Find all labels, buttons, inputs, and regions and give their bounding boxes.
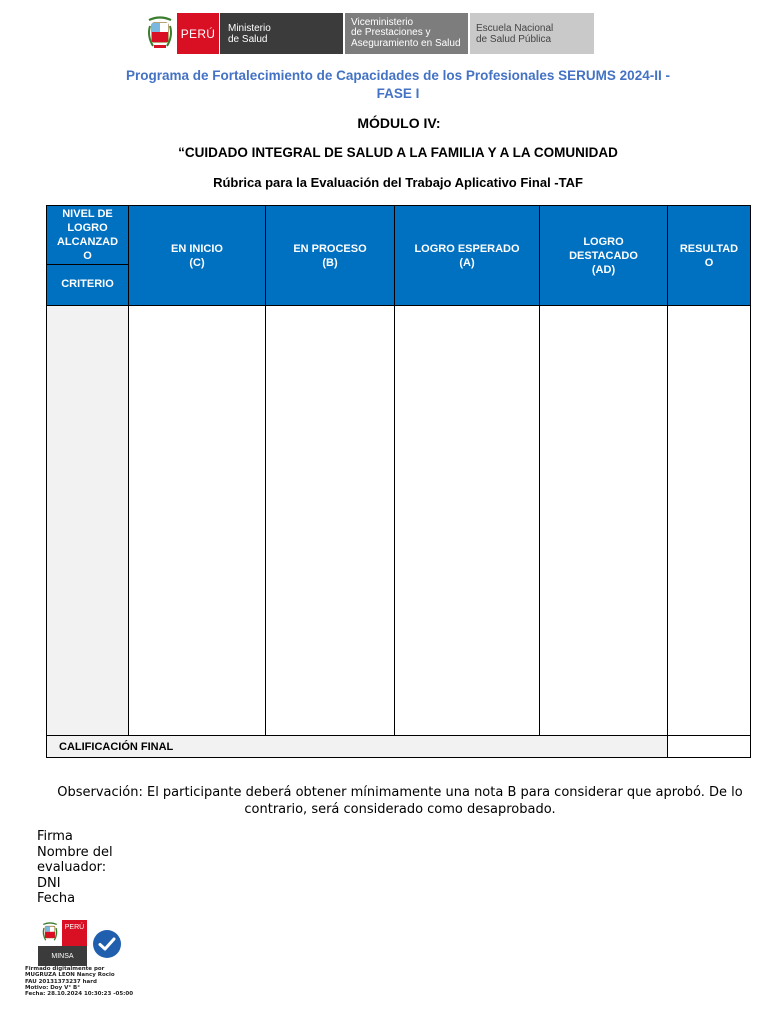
header-code: (AD) [591, 263, 616, 276]
signature-text-line: Fecha: 28.10.2024 10:30:23 -05:00 [25, 991, 134, 998]
minsa-stamp-logo [38, 920, 87, 966]
viceministerio-logo [345, 13, 468, 54]
header-en-inicio [129, 206, 266, 306]
header-line: LOGRO ESPERADO [414, 242, 520, 255]
viceministerio-line: Viceministerio [351, 16, 414, 28]
header-line: EN INICIO [171, 242, 223, 255]
module-heading: MÓDULO IV: [357, 115, 441, 131]
header-code: (C) [189, 256, 205, 269]
signature-field-label: Fecha [37, 891, 76, 906]
observation-line: contrario, será considerado como desaprobado. [244, 802, 556, 817]
signature-field-label: evaluador: [37, 860, 107, 875]
program-title-line: FASE I [376, 86, 420, 101]
signature-text-line: Firmado digitalmente por [25, 966, 105, 972]
signature-text-line: FAU 20131373237 hard [25, 978, 97, 985]
stamp-peru-text: PERÚ [64, 924, 85, 931]
final-grade-label: CALIFICACIÓN FINAL [47, 736, 668, 758]
escuela-logo [470, 13, 594, 54]
peru-logo [177, 13, 219, 54]
observation-note [40, 784, 760, 818]
stamp-minsa-text: MINSA [51, 952, 74, 960]
rubric-title: Rúbrica para la Evaluación del Trabajo Aplicativo Final -TAF [213, 175, 583, 190]
program-title-line: Programa de Fortalecimiento de Capacidades de los Profesionales SERUMS 2024-II - [126, 68, 670, 83]
peru-logo-text: PERÚ [180, 26, 216, 41]
header-line: O [704, 256, 714, 269]
viceministerio-line: Aseguramiento en Salud [351, 37, 461, 49]
digital-signature-stamp [38, 920, 87, 966]
header-line: EN PROCESO [293, 242, 367, 255]
header-logro-esperado [395, 206, 540, 306]
signature-text-line: MUGRUZA LEON Nancy Rocio [25, 972, 115, 979]
header-line: LOGRO [583, 235, 624, 248]
program-title [100, 67, 696, 103]
peru-coat-of-arms-icon [143, 13, 177, 54]
logro-destacado-cell [540, 306, 668, 736]
header-en-proceso [266, 206, 395, 306]
signature-text-line: Motivo: Doy V° B° [25, 984, 80, 991]
en-inicio-cell [129, 306, 266, 736]
peru-coat-of-arms-icon [38, 920, 62, 946]
ministerio-logo [219, 13, 343, 54]
logro-esperado-cell [395, 306, 540, 736]
header-line: LOGRO [67, 222, 108, 234]
signature-field-label: Nombre del [37, 844, 113, 860]
final-grade-row [47, 736, 751, 758]
stamp-peru-box [62, 920, 87, 946]
header-line: RESULTAD [679, 242, 739, 255]
check-circle-icon [92, 929, 122, 964]
module-topic: “CUIDADO INTEGRAL DE SALUD A LA FAMILIA Y A LA COMUNIDAD [178, 145, 618, 160]
signature-field-label: DNI [37, 875, 61, 891]
header-line: ALCANZAD [56, 236, 119, 248]
signature-field-label: Firma [37, 829, 73, 844]
criterio-cell [47, 306, 129, 736]
institution-logo-bar [143, 13, 594, 54]
header-line: NIVEL DE [62, 208, 113, 220]
criterio-header: CRITERIO [61, 278, 114, 290]
digital-signature-text [25, 966, 133, 997]
viceministerio-line: de Prestaciones y [351, 27, 431, 39]
signature-fields [37, 829, 113, 907]
header-code: (A) [459, 256, 475, 269]
escuela-line: de Salud Pública [476, 33, 552, 45]
ministerio-line: de Salud [228, 33, 268, 45]
escuela-line: Escuela Nacional [476, 22, 554, 34]
table-header-row [47, 206, 751, 306]
header-logro-destacado [540, 206, 668, 306]
ministerio-line: Ministerio [228, 22, 271, 34]
rubric-table [46, 205, 751, 758]
stamp-minsa-box [38, 946, 87, 966]
header-line: O [83, 250, 92, 262]
en-proceso-cell [266, 306, 395, 736]
header-code: (B) [322, 256, 338, 269]
observation-line: Observación: El participante deberá obtener mínimamente una nota B para considerar que aprobó. De lo [57, 785, 743, 800]
final-grade-value-cell [668, 736, 751, 758]
resultado-cell [668, 306, 751, 736]
header-line: DESTACADO [569, 249, 638, 262]
header-resultado [668, 206, 751, 306]
corner-header-cell [47, 206, 129, 306]
table-row [47, 306, 751, 736]
nivel-logro-header [47, 206, 128, 265]
